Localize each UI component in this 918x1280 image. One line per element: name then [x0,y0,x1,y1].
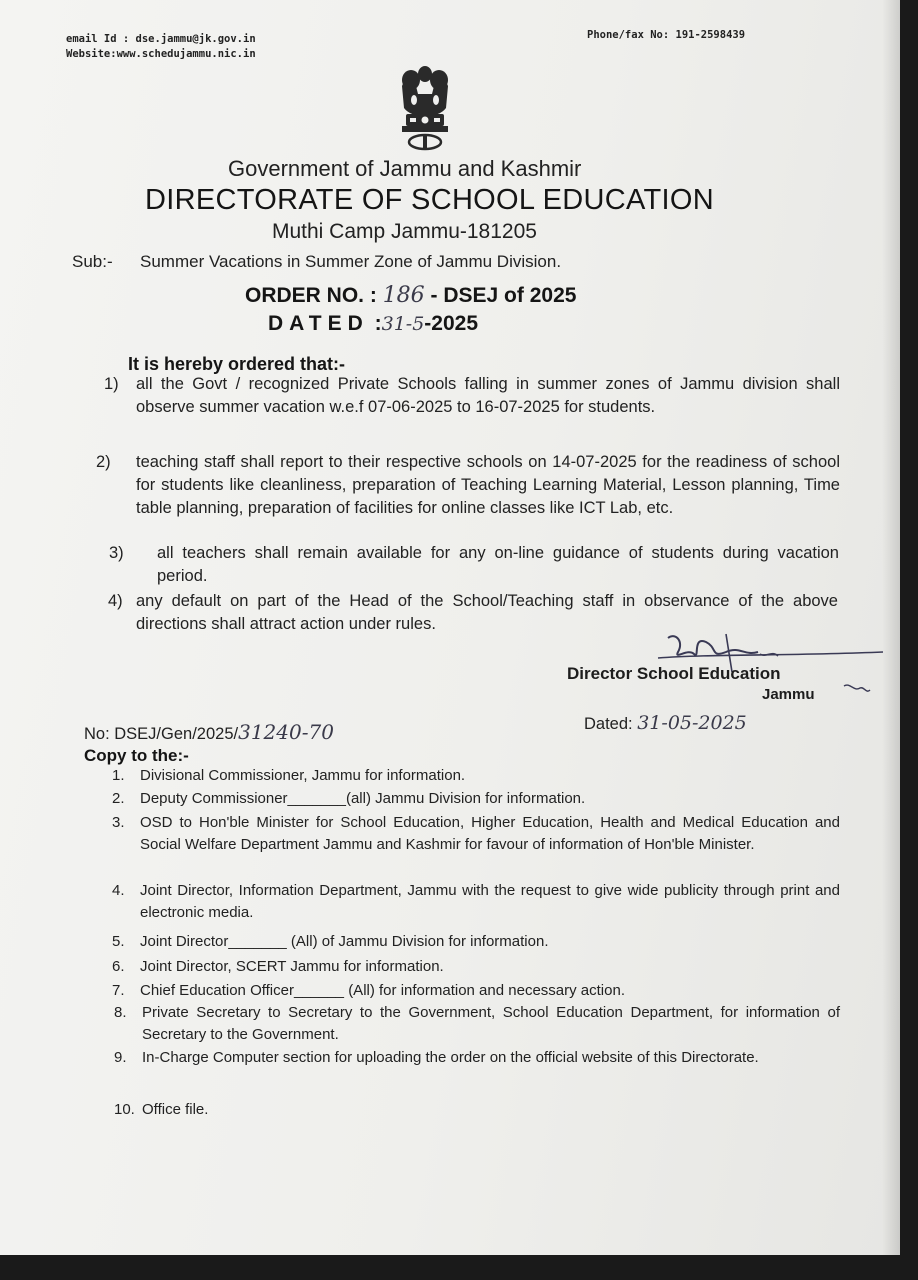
copy-to-item-text: Joint Director, SCERT Jammu for information. [140,958,444,975]
order-intro: It is hereby ordered that:- [128,354,346,374]
signatory-title: Director School Education [567,664,781,683]
directorate-address: Muthi Camp Jammu-181205 [272,220,537,243]
copy-to-item-text: Joint Director_______ (All) of Jammu Division for information. [140,933,549,950]
direction-text: teaching staff shall report to their respective schools on 14-07-2025 for the readiness of school for students like cleanliness, preparation of Teaching Learning Material, Lesson planning, Time table planning, preparation of facilities for online classes like ICT Lab, etc. [136,453,840,517]
copy-to-item-number: 7. [112,982,125,999]
order-dated-colon: : [368,312,382,335]
order-dated-handwritten: 31-5 [381,313,425,335]
copy-to-item-number: 9. [114,1049,127,1066]
header-phone: Phone/fax No: 191-2598439 [587,29,746,41]
order-dated-label: DATED [268,312,369,335]
copy-to-item-text: Office file. [142,1101,209,1118]
copy-to-item-number: 1. [112,767,125,784]
order-suffix: - DSEJ of 2025 [430,284,577,307]
copy-to-item [112,956,840,978]
reference-number-line [84,720,334,744]
copy-to-item [112,880,840,924]
copy-to-item-text: Joint Director, Information Department, Jammu with the request to give wide publicity through print and electronic media. [140,882,840,921]
direction-number: 4) [108,592,123,610]
national-emblem-icon [392,64,458,156]
signatory-city: Jammu [762,686,815,703]
direction-number: 2) [96,453,111,471]
directorate-title: DIRECTORATE OF SCHOOL EDUCATION [145,184,714,216]
order-number-handwritten: 186 [382,283,425,308]
direction-item [96,451,840,520]
copy-to-item-text: In-Charge Computer section for uploading the order on the official website of this Directorate. [142,1049,759,1066]
header-email: email Id : dse.jammu@jk.gov.in [66,33,256,45]
order-dated-line [268,312,478,336]
copy-to-item-number: 5. [112,933,125,950]
copy-to-item-text: Chief Education Officer______ (All) for information and necessary action. [140,982,625,999]
order-dated-year: -2025 [424,312,479,335]
copy-to-item-number: 4. [112,882,125,899]
copy-to-item-text: Private Secretary to Secretary to the Government, School Education Department, for information of Secretary to the Government. [142,1004,840,1043]
reference-dated-line [584,712,747,734]
direction-number: 3) [109,544,124,562]
reference-no-label: No: DSEJ/Gen/2025/ [84,725,239,743]
subject-label: Sub:- [72,252,113,271]
copy-to-item [114,1047,840,1069]
copy-to-item-number: 3. [112,814,125,831]
order-prefix: ORDER NO. : [245,284,377,307]
copy-to-item-text: OSD to Hon'ble Minister for School Education, Higher Education, Health and Medical Education and Social Welfare Department Jammu and Kashmir for favour of information of Hon'ble Minister. [140,814,840,853]
subject-line [72,252,561,272]
page-edge-shadow [882,0,900,1255]
copy-to-item [112,980,840,1002]
copy-to-item [112,765,840,787]
direction-text: all teachers shall remain available for any on-line guidance of students during vacation period. [157,544,839,585]
copy-to-item-number: 2. [112,790,125,807]
copy-to-heading: Copy to the:- [84,746,189,765]
copy-to-item [112,788,840,810]
copy-to-item [114,1099,840,1121]
subject-text: Summer Vacations in Summer Zone of Jammu Division. [140,252,562,271]
copy-to-item-number: 10. [114,1101,135,1118]
direction-item [104,373,840,419]
reference-dated-handwritten: 31-05-2025 [637,712,747,734]
header-website: Website:www.schedujammu.nic.in [66,48,256,60]
copy-to-item [114,1002,840,1046]
direction-item [109,542,839,588]
copy-to-item [112,812,840,856]
copy-to-item-text: Deputy Commissioner_______(all) Jammu Division for information. [140,790,586,807]
copy-to-item-number: 6. [112,958,125,975]
direction-text: all the Govt / recognized Private Schools falling in summer zones of Jammu division shall observe summer vacation w.e.f 07-06-2025 to 16-07-2025 for students. [136,375,840,416]
government-name: Government of Jammu and Kashmir [228,156,582,181]
reference-no-handwritten: 31240-70 [238,720,334,744]
copy-to-item-number: 8. [114,1004,127,1021]
direction-text: any default on part of the Head of the School/Teaching staff in observance of the above directions shall attract action under rules. [136,592,838,633]
copy-to-item [112,931,840,953]
copy-to-item-text: Divisional Commissioner, Jammu for information. [140,767,466,784]
reference-dated-label: Dated: [584,715,633,733]
direction-number: 1) [104,375,119,393]
order-number-line [245,283,576,308]
